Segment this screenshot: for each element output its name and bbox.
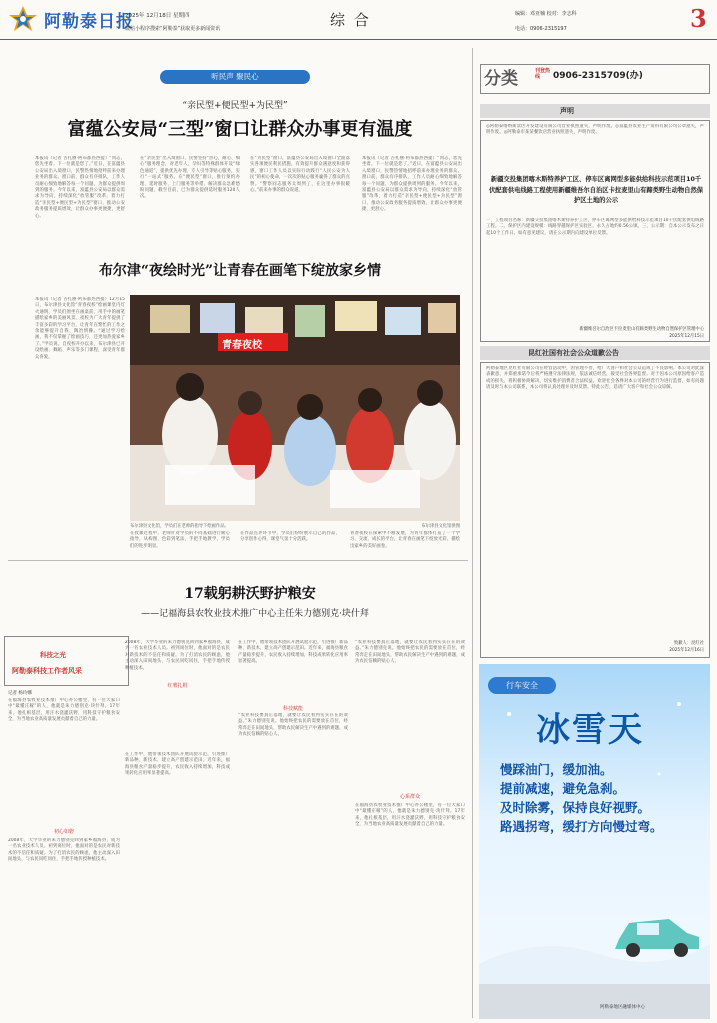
article3-subtitle: ——记福海县农牧业技术推广中心主任朱力德别克·块什拜 bbox=[141, 609, 369, 619]
statement-header: 声明 bbox=[560, 107, 574, 115]
hotline-number: 0906-2315709(办) bbox=[553, 71, 643, 81]
article3-col3: 在工作中，他带领技术团队开展试验示范，引进推广新品种、新技术，建立高产创建示范田。近年来，福海县粮食产量稳步提升，农民收入持续增加，科技成果转化应用率显著提高。 bbox=[238, 640, 348, 665]
wechat-hint: 微信小程序搜索“阿勒泰”获取更多新闻资讯 bbox=[125, 26, 221, 32]
science-column-title: 科技之光 bbox=[40, 651, 66, 659]
article1-col4-text: 本报讯（记者 古扎丽·阿布都热西提）“同志，您先坐着。下一位就是您了。”近日，在富蕴县公安局出入境窗口，民警热情地招呼前来办理业务的群众。窗口前，群众有序排队，工作人员耐心细致地解答每一个问题，为群众提供周到的服务。今年以来，富蕴县公安局以群众需求为导向，持续深化“放管服”改革，着力打造“亲民型+便民型+为民型”窗口，推动公安政务服务提质增效，让群众办事更便捷、更舒心。 bbox=[362, 156, 462, 213]
photo-sign: 青春夜校 bbox=[222, 340, 262, 351]
land-notice-date: 2025年12月15日 bbox=[669, 334, 704, 339]
article1-col1: 本报讯（记者 古扎丽·阿布都热西提）“同志，您先坐着。下一位就是您了。”近日，在富蕴县公安局出入境窗口，民警热情地招呼前来办理业务的群众。窗口前，群众有序排队，工作人员耐心细致地解答每一个问题，为群众提供周到的服务。今年以来，富蕴县公安局以群众需求为导向，持续深化“放管服”改革，着力打造“亲民型+便民型+为民型”窗口，推动公安政务服务提质增效，让群众办事更便捷、更舒心。 bbox=[35, 156, 125, 219]
apology-body: 阿勒泰地区昆红社有限公司在经营活动中，因管理不善，给广大客户和社会公众造成了不良影响。本公司对此深表歉意，并郑重承诺今后将严格遵守法律法规，依法诚信经营，接受社会各界监督。对于因本公司原因给客户造成的损失，将积极协商解决，切实维护消费者合法权益。欢迎社会各界对本公司的经营行为进行监督，如有问题请及时与本公司联系，本公司将认真处理并及时反馈。特此公告，恳请广大客户和社会公众谅解。 bbox=[486, 366, 704, 391]
article3-col1: 在福海县农牧业技术推广中心办公楼里，有一位大家口中“最懂庄稼”的人，他就是朱力德别克·块什拜。17年来，他扎根基层，用汗水浇灌沃野，用科技守护粮食安全，为当地农业高质量发展贡献着自己的力量。 bbox=[8, 698, 120, 723]
slogan-line: 提前减速，避免急刹。 bbox=[500, 781, 626, 796]
masthead bbox=[0, 0, 717, 40]
article3-col1b: 2008年，大学毕业的朱力德别克回到家乡福海县，成为一名农业技术人员。初到岗位时，他面对的是农民对新技术的不信任和质疑。为了打消农民的顾虑，他主动深入田间地头，与农民同吃同住，手把手地传授种植技术。 bbox=[8, 838, 120, 863]
classified-title: 分类 bbox=[484, 69, 518, 89]
ice-snow-headline-text: 冰雪天 bbox=[536, 710, 644, 750]
land-notice-signer: 新疆维吾尔自治区卡拉麦里山有蹄类野生动物自然保护区管理中心 bbox=[579, 327, 704, 332]
article2-title: 布尔津“夜绘时光”让青春在画笔下绽放家乡情 bbox=[98, 263, 382, 279]
apology-header: 昆红社国有社会公众道歉公告 bbox=[528, 349, 619, 357]
article3-title: 17载躬耕沃野护粮安 bbox=[184, 586, 316, 602]
page-number: 3 bbox=[690, 4, 707, 33]
safety-badge: 行车安全 bbox=[488, 677, 556, 694]
statement-items: ◎阿勒泰喀纳斯景区开发建设有限公司营业执照遗失，声明作废。◎富蕴县农业生产资料有限公司公章遗失，声明作废。◎阿勒泰市某某餐饮店营业执照遗失，声明作废。 bbox=[486, 124, 704, 136]
apology-signer: 致歉人：昆红社 bbox=[673, 641, 704, 646]
column-banner: 听民声 聚民心 bbox=[160, 70, 310, 84]
science-column-subtitle: 阿勒泰科技工作者风采 bbox=[12, 667, 82, 675]
issue-date: 2025年 12月18日 星期四 bbox=[125, 13, 190, 19]
land-notice-title: 新疆交投集团喀木斯特养护工区、停车区离网型多能供给科技示范项目10千伏配套供电线路工程使用新疆维吾尔自治区卡拉麦里山有蹄类野生动物自然保护区土地的公示 bbox=[488, 176, 704, 204]
editor-credit: 编辑：邓亚楠 校对：李志科 bbox=[515, 11, 577, 17]
article1-col2: 在“亲民型”出入境窗口，民警坚持“热心、耐心、细心”服务理念，对老年人、孕妇等特殊群体开设“绿色通道”，提供优先办理、专人引导等贴心服务，实行“一站式”服务。在“便民型”窗口，推行预约办理、延时服务、上门服务等举措，解决群众急难愁盼问题，截至目前，已为群众提供延时服务120人次。 bbox=[140, 156, 240, 200]
article2-col1: 本报讯（记者 古扎丽·阿布都热西提）12月15日，布尔津县文化馆“青春夜校”绘画课堂内灯火通明，学员们围坐在画桌前，用手中的画笔描绘家乡的美丽风景。夜校为广大青年提供了丰富多彩的学习平台，让青年在繁忙的工作之余能够提升自我、陶冶情操。“通过学习绘画，我不仅掌握了绘画技巧，还更加热爱家乡了。”学员说。自夜校开办以来，布尔津县已开设绘画、舞蹈、声乐等多门课程，深受青年群众喜爱。 bbox=[35, 297, 125, 360]
article3-subhead4: 心系群众 bbox=[399, 794, 420, 800]
paper-name: 阿勒泰日报 bbox=[44, 12, 134, 32]
article3-subhead1: 初心如磐 bbox=[53, 829, 74, 835]
ice-snow-headline bbox=[505, 702, 675, 752]
article1-col3: 在“为民型”窗口，富蕴县公安局出入境窗口全面落实各项便民利民措施，有效提升群众满意度和获得感，窗口工作人员以实际行动践行“人民公安为人民”的初心使命，一次次的贴心服务赢得了群众的点赞。“警察同志服务太周到了，在这里办事很暖心。”前来办事的群众说道。 bbox=[250, 156, 350, 194]
article2-col3: 在作品点评环节中，学员们纷纷展示自己的作品，分享创作心得，课堂气氛十分活跃。 bbox=[240, 531, 340, 543]
night-school-photo bbox=[130, 295, 460, 521]
article3-col3b: “农业科技要真正落地，就要让农民看到实实在在的效益。”朱力德别克说。他始终把农民的需要放在首位，经常奔走在田间地头，帮助农民解决生产中遇到的难题，成为农民信赖的贴心人。 bbox=[238, 713, 348, 738]
statement-header-bar bbox=[480, 104, 710, 118]
article3-subhead2: 红薯扎根 bbox=[167, 683, 188, 689]
hotline-label: 刊登热线 bbox=[535, 68, 551, 80]
photo-caption: 布尔津县文化馆，学员们在老师的指导下绘画作品。 bbox=[130, 524, 229, 529]
article3-col4b: 在福海县农牧业技术推广中心办公楼里，有一位大家口中“最懂庄稼”的人，他就是朱力德别克·块什拜。17年来，他扎根基层，用汗水浇灌沃野，用科技守护粮食安全，为当地农业高质量发展贡献着自己的力量。 bbox=[355, 803, 465, 828]
article3-subhead3: 科技赋能 bbox=[282, 706, 303, 712]
article2-col4: 青春夜校在探索中不断发展，为青年群体打造了一个学习、交流、成长的平台，让青春在画笔下绽放光彩，描绘出家乡的美好画卷。 bbox=[350, 531, 460, 549]
article1-subtitle: “亲民型+便民型+为民型” bbox=[182, 101, 288, 111]
article3-col2b: 在工作中，他带领技术团队开展试验示范，引进推广新品种、新技术，建立高产创建示范田。近年来，福海县粮食产量稳步提升，农民收入持续增加，科技成果转化应用率显著提高。 bbox=[125, 752, 230, 777]
article1-col4 bbox=[362, 156, 462, 236]
article3-col2: 2008年，大学毕业的朱力德别克回到家乡福海县，成为一名农业技术人员。初到岗位时，他面对的是农民对新技术的不信任和质疑。为了打消农民的顾虑，他主动深入田间地头，与农民同吃同住，手把手地传授种植技术。 bbox=[125, 640, 230, 671]
safety-slogan bbox=[500, 760, 700, 836]
section-title: 综 合 bbox=[330, 11, 371, 29]
car-icon bbox=[609, 909, 704, 959]
article2-col2: 在授课过程中，老师针对学员的不同基础进行耐心指导，从构图、色彩到笔法，手把手地教学，学员们的进步明显。 bbox=[130, 531, 230, 549]
apology-date: 2025年12月16日 bbox=[669, 648, 704, 653]
phone-number: 电话：0906-2315197 bbox=[515, 26, 567, 32]
slogan-line: 及时除雾，保持良好视野。 bbox=[500, 800, 651, 815]
article1-title: 富蕴公安局“三型”窗口让群众办事更有温度 bbox=[67, 119, 413, 140]
ad-company: 阿勒泰地区融媒体中心 bbox=[600, 1005, 645, 1010]
slogan-line: 路遇拐弯，缓打方向慢过弯。 bbox=[500, 819, 663, 834]
photo-credit: 布尔津县文化馆供图 bbox=[421, 524, 460, 529]
slogan-line: 慢踩油门，缓加油。 bbox=[500, 762, 613, 777]
land-notice-body: 一、工程项目名称：新疆交投集团喀木斯特养护工区、停车区离网型多能供给科技示范项目10千伏配套供电线路工程。二、保护区内建设规模：线路穿越保护区实验区，永久占地约0.56公顷。三、公示期：自本公示发布之日起10个工作日。如有意见建议，请在公示期内向建设单位反馈。 bbox=[486, 218, 704, 236]
column-divider bbox=[472, 48, 473, 1018]
article3-byline: 记者 杨玲娜 bbox=[8, 691, 32, 696]
article3-col4: “农业科技要真正落地，就要让农民看到实实在在的效益。”朱力德别克说。他始终把农民的需要放在首位，经常奔走在田间地头，帮助农民解决生产中遇到的难题，成为农民信赖的贴心人。 bbox=[355, 640, 465, 665]
science-column-box bbox=[4, 636, 129, 686]
paper-logo-icon bbox=[8, 5, 38, 33]
